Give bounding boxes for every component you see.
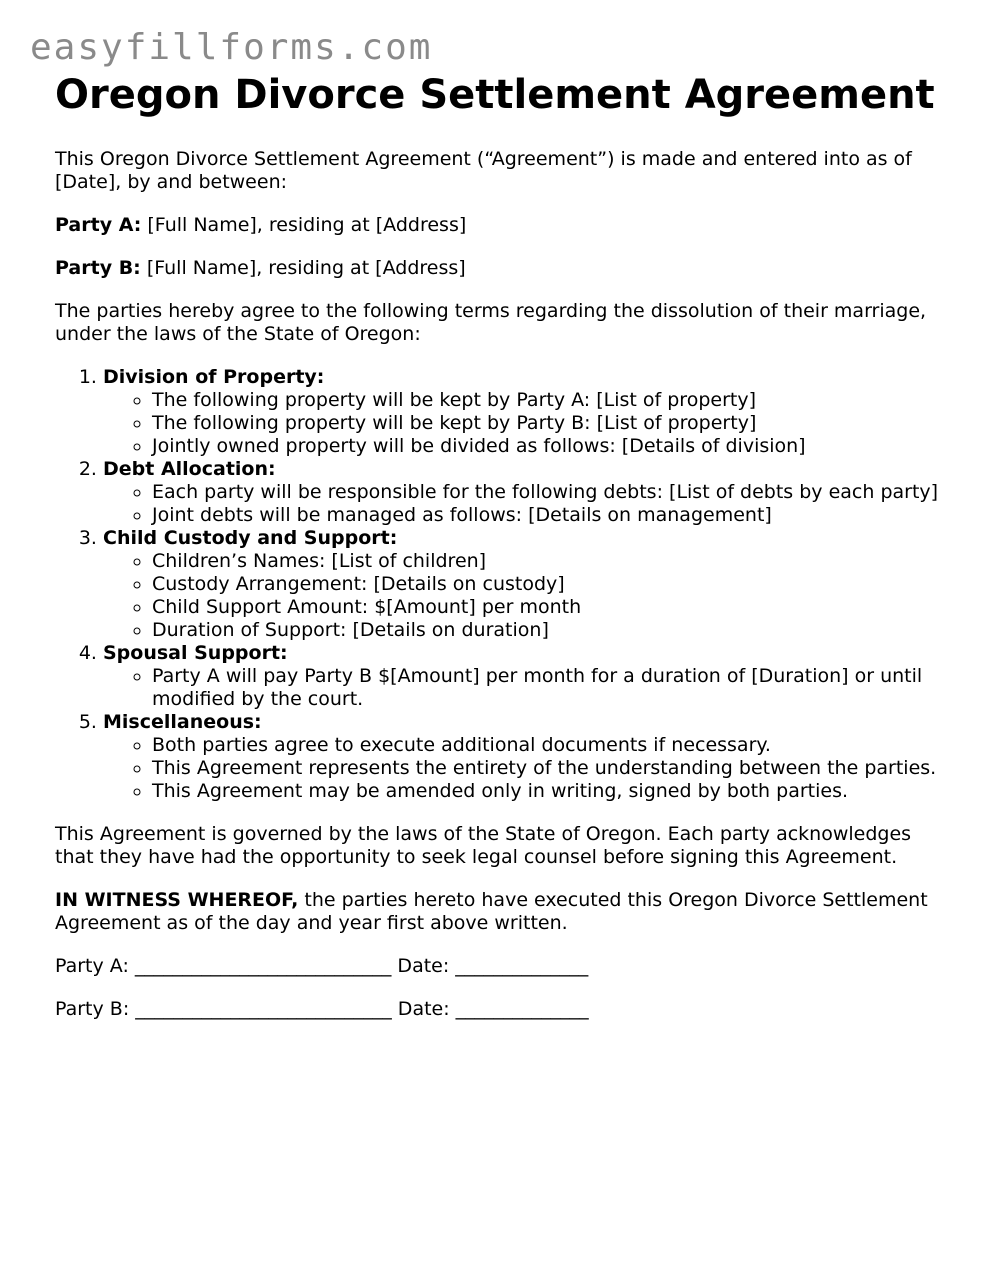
signature-line-party-b: Party B: ___________________________ Date: ______________ (55, 998, 589, 1020)
list-item: ◦ The following property will be kept by Party B: [List of property] (152, 412, 945, 435)
watermark: easyfillforms.com (30, 27, 433, 68)
list-item: ◦ Jointly owned property will be divided as follows: [Details of division] (152, 435, 945, 458)
party-b-line (55, 257, 945, 280)
section-spousal-support (103, 642, 945, 711)
list-item: ◦ Custody Arrangement: [Details on custody] (152, 573, 945, 596)
witness-text: the parties hereto have executed this Oregon Divorce Settlement Agreement as of the day and year first above written. (55, 889, 928, 934)
signature-line-party-a: Party A: ___________________________ Date: ______________ (55, 955, 589, 977)
document-title: Oregon Divorce Settlement Agreement (55, 72, 935, 118)
list-item: ◦ Each party will be responsible for the following debts: [List of debts by each party] (152, 481, 945, 504)
sub-list (103, 665, 945, 711)
section-heading: Division of Property: (103, 366, 325, 388)
party-b-label: Party B: (55, 257, 141, 279)
list-item: ◦ Both parties agree to execute additional documents if necessary. (152, 734, 945, 757)
terms-intro: The parties hereby agree to the following terms regarding the dissolution of their marriage, under the laws of the State of Oregon: (55, 300, 927, 345)
list-item: ◦ This Agreement may be amended only in writing, signed by both parties. (152, 780, 945, 803)
sub-list (103, 481, 945, 527)
list-item: ◦ Joint debts will be managed as follows: [Details on management] (152, 504, 945, 527)
list-item: ◦ The following property will be kept by Party A: [List of property] (152, 389, 945, 412)
witness-label: IN WITNESS WHEREOF, (55, 889, 299, 911)
document-body (55, 72, 945, 1041)
terms-list (55, 366, 945, 803)
list-item: ◦ Duration of Support: [Details on duration] (152, 619, 945, 642)
section-heading: Spousal Support: (103, 642, 288, 664)
section-heading: Miscellaneous: (103, 711, 262, 733)
section-division-of-property (103, 366, 945, 458)
intro-paragraph: This Oregon Divorce Settlement Agreement (“Agreement”) is made and entered into as of [Date], by and between: (55, 148, 912, 193)
sub-list (103, 550, 945, 642)
witness-paragraph (55, 889, 945, 935)
list-item: ◦ Children’s Names: [List of children] (152, 550, 945, 573)
party-a-label: Party A: (55, 214, 142, 236)
sub-list (103, 389, 945, 458)
section-heading: Debt Allocation: (103, 458, 276, 480)
party-a-text: [Full Name], residing at [Address] (141, 214, 467, 236)
sub-list (103, 734, 945, 803)
party-a-line (55, 214, 945, 237)
list-item: ◦ This Agreement represents the entirety of the understanding between the parties. (152, 757, 945, 780)
section-heading: Child Custody and Support: (103, 527, 398, 549)
section-miscellaneous (103, 711, 945, 803)
section-debt-allocation (103, 458, 945, 527)
party-b-text: [Full Name], residing at [Address] (140, 257, 466, 279)
list-item: ◦ Child Support Amount: $[Amount] per month (152, 596, 945, 619)
governing-law-paragraph: This Agreement is governed by the laws of the State of Oregon. Each party acknowledges that they have had the opportunity to seek legal counsel before signing this Agreement. (55, 823, 912, 868)
list-item: ◦ Party A will pay Party B $[Amount] per month for a duration of [Duration] or until modified by the court. (152, 665, 945, 711)
section-child-custody (103, 527, 945, 642)
